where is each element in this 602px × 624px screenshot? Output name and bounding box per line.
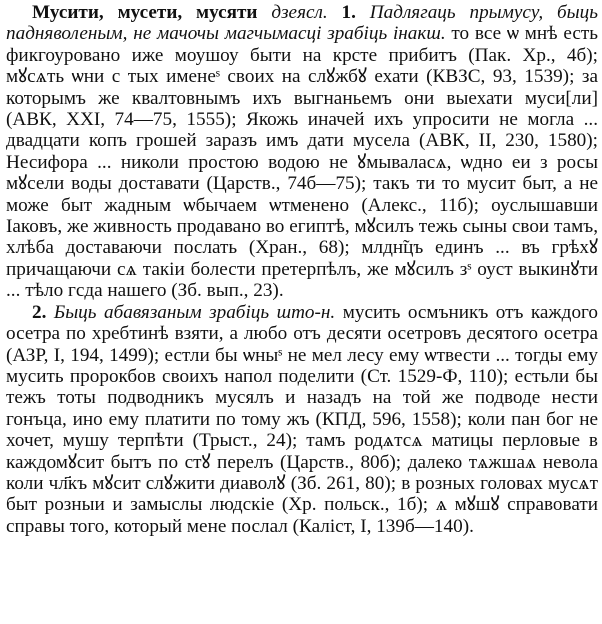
sense-citations: мусить осмъникъ отъ каждого осетра по хребтинѣ взяти, а любо отъ десяти осетровъ десятого осетра (АЗР, I, 194, 1499); естли бы ѡныˢ не мел лесу ему ѡтвести ... тогды ему мусить пророкбов своихъ напол поделити (Ст. 1529-Ф, 110); естьли бы тежъ тоты подводникъ мусялъ и назадъ на той же подводе нести гонъца, ино ему платити по тому жъ (КПД, 596, 1558); коли пан бог не хочет, мушу терпѣти (Трыст., 24); тамъ родѧтсѧ матицы перловые в каждомꙋсит бытъ по стꙋ перелъ (Царств., 80б); далеко тѧжшаѧ невола коли чл҃къ мꙋсит слꙋжити диаволꙋ (Зб. 261, 80); в розных головах мусѧт быт розныи и замыслы людскіе (Хр. польск., 1б); ѧ мꙋшꙋ справовати справы того, который мене послал (Каліст, I, 139б—140).	[6, 301, 599, 537]
grammar-label: дзеясл.	[271, 2, 328, 23]
sense-number: 1.	[341, 2, 356, 23]
sense-number: 2.	[32, 301, 47, 323]
sense-2	[6, 302, 598, 537]
sense-1	[6, 2, 598, 302]
sense-definition: Падлягаць прымусу, быць падняволеным, не мачочы магчымасці зрабіць інакш.	[6, 2, 598, 45]
sense-citations: то все ѡ мнѣ есть фикгоуровано иже моушоу быти на крсте прибитъ (Пак. Хр., 4б); мꙋсѧть ѡни с тых именеˢ своих на слꙋжбꙋ ехати (КВЗС, 93, 1539); за которымъ же квалтовнымъ ихъ выгнаньемъ они выехати муси[ли] (АВК, XXI, 74—75, 1555); Якожь иначей ихъ упросити не могла ... двадцати копъ грошей заразъ имъ дати мусела (АВК, II, 230, 1580); Несифора ... николи простою водою не ꙋмываласѧ, ѡдно еи з росы мꙋсели воды доставати (Царств., 74б—75); такъ ти то мусит быт, а не може быт жадным ѡбычаем ѡтменено (Алекс., 11б); оуслышавши Іаковъ, же живность продавано во египтѣ, мꙋсилъ тежь сыны свои тамъ, хлѣба доставаючи послать (Хран., 68); млдн̃цъ единъ ... въ грѣхꙋ причащаючи сѧ такіи болести претерпѣлъ, же мꙋсилъ зˢ оуст выкинꙋти ... тѣло гсда нашего (Зб. вып., 23).	[6, 23, 598, 302]
sense-definition: Быць абавязаным зрабіць што-н.	[53, 301, 336, 323]
headword: Мусити, мусети, мусяти	[32, 2, 258, 23]
dictionary-entry	[6, 2, 598, 537]
